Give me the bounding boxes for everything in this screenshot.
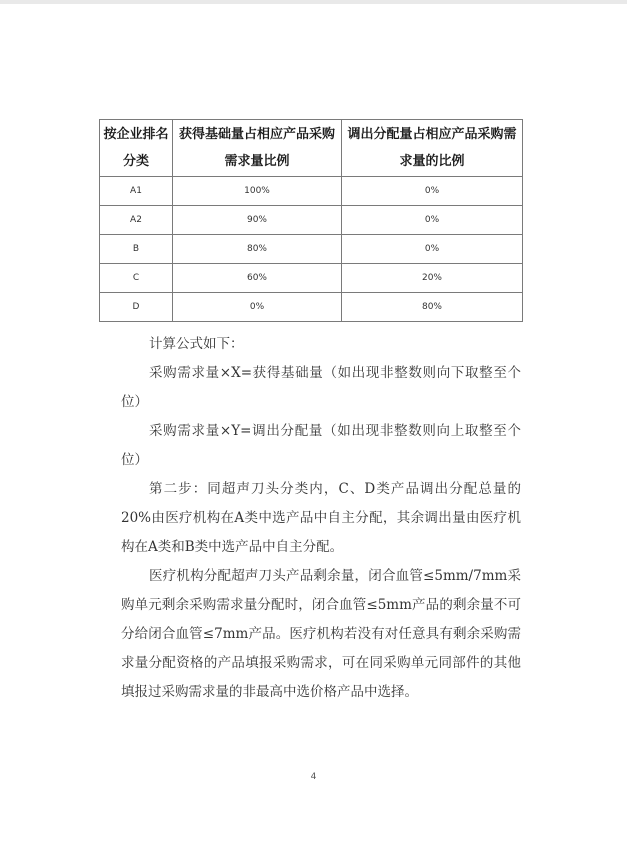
cell-base-ratio: 80% (173, 235, 342, 264)
table-row (100, 206, 523, 235)
cell-base-ratio: 90% (173, 206, 342, 235)
header-rank-category: 按企业排名分类 (100, 120, 173, 177)
formula-intro: 计算公式如下： (149, 336, 244, 352)
cell-base-ratio: 0% (173, 293, 342, 322)
formula-x-paragraph: 采购需求量×X=获得基础量（如出现非整数则向下取整至个位） (121, 365, 521, 410)
header-base-ratio: 获得基础量占相应产品采购需求量比例 (173, 120, 342, 177)
cell-transfer-ratio: 0% (342, 235, 523, 264)
cell-base-ratio: 60% (173, 264, 342, 293)
step-two-paragraph: 第二步：同超声刀头分类内，C、D类产品调出分配总量的20%由医疗机构在A类中选产品中自主分配，其余调出量由医疗机构在A类和B类中选产品中自主分配。 (121, 481, 521, 555)
table-row (100, 177, 523, 206)
table-row (100, 264, 523, 293)
cell-transfer-ratio: 80% (342, 293, 523, 322)
cell-base-ratio: 100% (173, 177, 342, 206)
table-row (100, 293, 523, 322)
cell-category: A2 (100, 206, 173, 235)
header-transfer-ratio: 调出分配量占相应产品采购需求量的比例 (342, 120, 523, 177)
cell-category: C (100, 264, 173, 293)
cell-transfer-ratio: 20% (342, 264, 523, 293)
cell-category: D (100, 293, 173, 322)
formula-y-paragraph: 采购需求量×Y=调出分配量（如出现非整数则向上取整至个位） (121, 423, 521, 468)
cell-category: A1 (100, 177, 173, 206)
allocation-paragraph: 医疗机构分配超声刀头产品剩余量，闭合血管≤5mm/7mm采购单元剩余采购需求量分配时，闭合血管≤5mm产品的剩余量不可分给闭合血管≤7mm产品。医疗机构若没有对任意具有剩余采购需求量分配资格的产品填报采购需求，可在同采购单元同部件的其他填报过采购需求量的非最高中选价格产品中选择。 (121, 568, 521, 700)
cell-transfer-ratio: 0% (342, 177, 523, 206)
cell-category: B (100, 235, 173, 264)
page-number: 4 (310, 772, 317, 782)
page-top-edge (0, 0, 627, 4)
table-header-row (100, 120, 523, 177)
ratio-table (99, 119, 523, 322)
cell-transfer-ratio: 0% (342, 206, 523, 235)
table-row (100, 235, 523, 264)
